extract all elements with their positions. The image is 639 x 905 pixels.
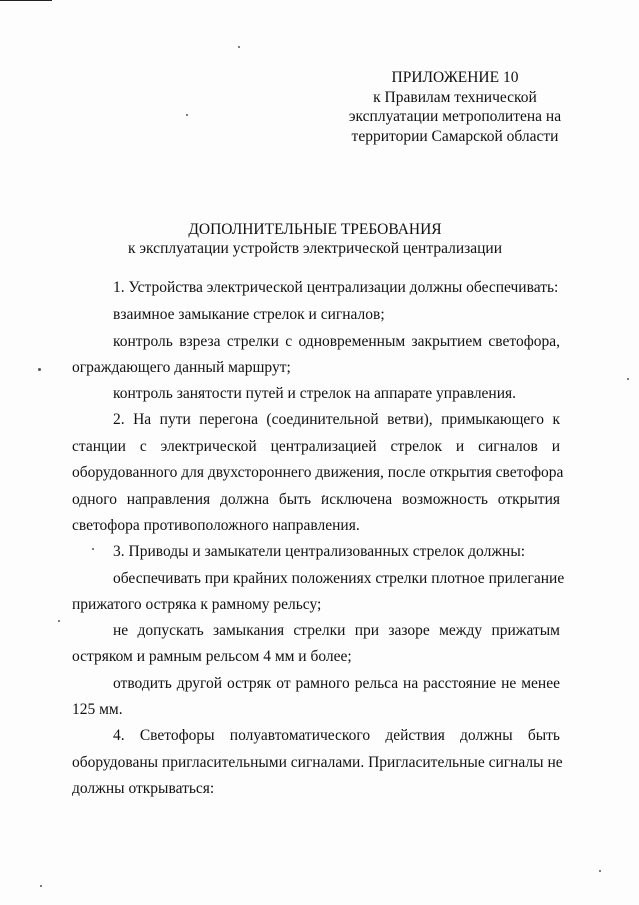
paragraph-line: 3. Приводы и замыкатели централизованных стрелок должны: xyxy=(113,543,526,560)
paragraph-line: прижатого остряка к рамному рельсу; xyxy=(72,596,322,613)
scan-speck xyxy=(599,870,601,872)
paragraph-line: 2. На пути перегона (соединительной ветви), примыкающего к xyxy=(113,411,560,428)
scan-speck xyxy=(38,368,41,371)
paragraph-line: должны открываться: xyxy=(72,780,215,797)
paragraph-line: 125 мм. xyxy=(72,701,123,718)
appendix-ref-line-2: эксплуатации метрополитена на xyxy=(348,108,562,125)
scan-speck xyxy=(58,620,60,622)
paragraph-line: отводить другой остряк от рамного рельса на расстояние не менее xyxy=(113,675,560,692)
paragraph-line: 4. Светофоры полуавтоматического действия должны быть xyxy=(113,727,560,744)
scan-edge-mark xyxy=(0,0,52,1)
scan-speck xyxy=(238,46,240,48)
paragraph-line: взаимное замыкание стрелок и сигналов; xyxy=(113,306,385,323)
appendix-header xyxy=(320,68,590,146)
document-title: ДОПОЛНИТЕЛЬНЫЕ ТРЕБОВАНИЯ xyxy=(188,221,442,238)
paragraph-line: оборудованного для двухстороннего движения, после открытия светофора xyxy=(72,464,564,481)
paragraph-line: одного направления должна быть исключена возможность открытия xyxy=(72,491,560,508)
scan-speck xyxy=(40,885,42,887)
document-subtitle: к эксплуатации устройств электрической централизации xyxy=(127,240,502,257)
document-heading xyxy=(70,220,560,258)
paragraph-line: контроль занятости путей и стрелок на аппарате управления. xyxy=(113,385,517,402)
paragraph-line: контроль взреза стрелки с одновременным закрытием светофора, xyxy=(113,333,560,350)
paragraph-line: светофора противоположного направления. xyxy=(72,517,360,534)
appendix-ref-line-3: территории Самарской области xyxy=(351,127,559,145)
scan-speck xyxy=(92,548,94,550)
paragraph-line: оборудованы пригласительными сигналами. Пригласительные сигналы не xyxy=(72,754,563,771)
scan-speck xyxy=(186,114,188,116)
paragraph-line: ограждающего данный маршрут; xyxy=(72,359,291,376)
appendix-number: ПРИЛОЖЕНИЕ 10 xyxy=(391,69,519,86)
paragraph-line: обеспечивать при крайних положениях стрелки плотное прилегание xyxy=(113,570,565,587)
appendix-ref-line-1: к Правилам технической xyxy=(373,88,537,106)
paragraph-line: станции с электрической централизацией стрелок и сигналов и xyxy=(72,438,560,455)
scan-speck xyxy=(627,378,629,380)
paragraph-line: не допускать замыкания стрелки при зазоре между прижатым xyxy=(113,622,560,639)
paragraph-line: 1. Устройства электрической централизации должны обеспечивать: xyxy=(113,279,559,296)
paragraph-line: остряком и рамным рельсом 4 мм и более; xyxy=(72,648,352,665)
